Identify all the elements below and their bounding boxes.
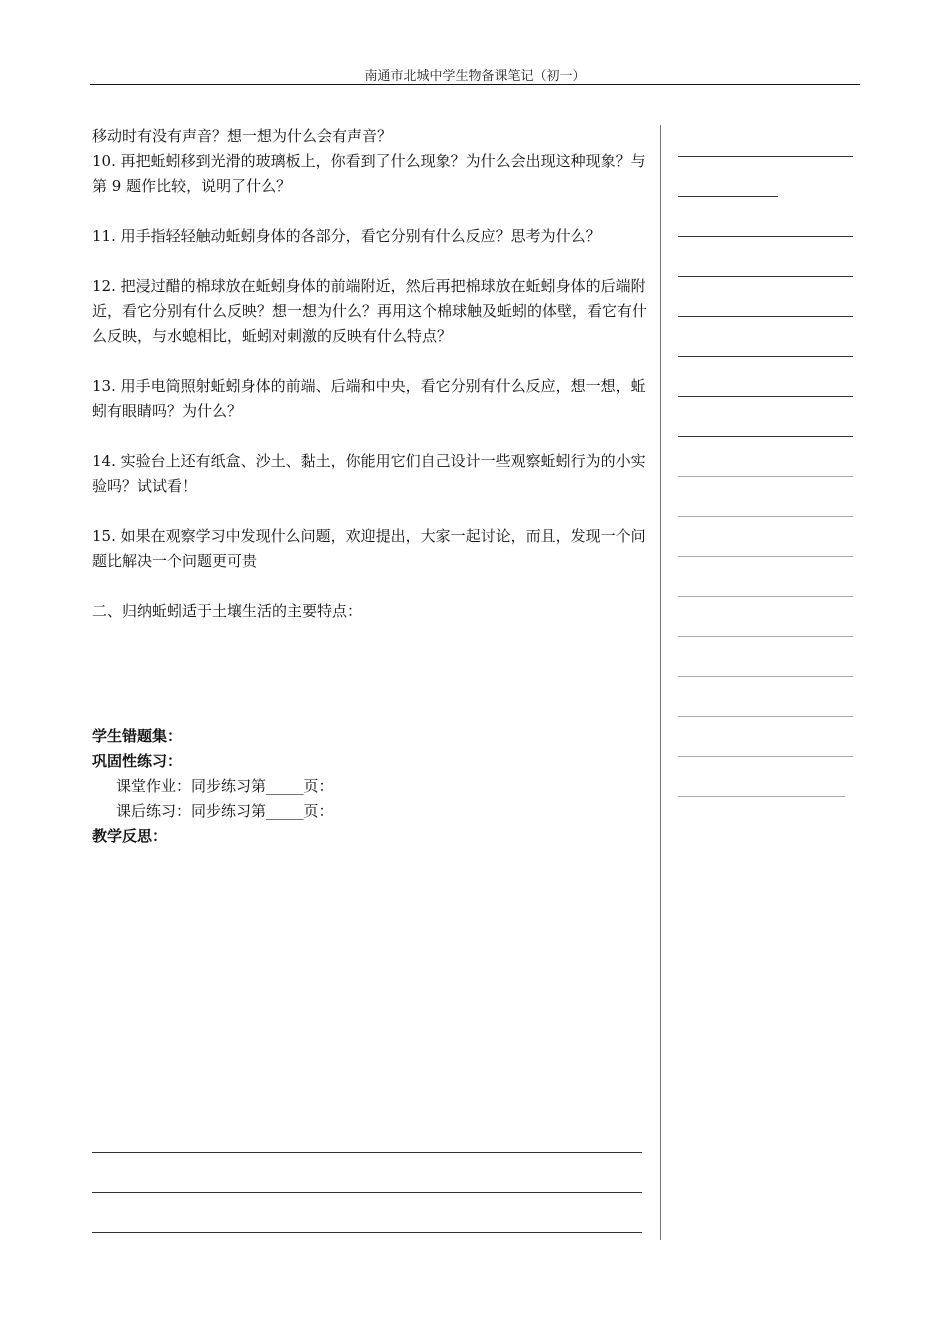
reflection-line [92, 1232, 642, 1233]
section-2-heading: 二、归纳蚯蚓适于土壤生活的主要特点： [92, 602, 363, 620]
classwork-line: 课堂作业：同步练习第_____页： [116, 777, 334, 795]
note-line [678, 236, 853, 237]
note-line [678, 356, 853, 357]
consolidation-heading: 巩固性练习： [92, 752, 183, 770]
question-14: 14. 实验台上还有纸盒、沙土、黏土，你能用它们自己设计一些观察蚯蚓行为的小实验吗？试试看！ [92, 452, 646, 495]
note-line [678, 196, 778, 197]
reflection-line [92, 1192, 642, 1193]
note-line [678, 796, 845, 797]
reflection-heading: 教学反思： [92, 827, 168, 845]
note-line [678, 396, 853, 397]
note-line [678, 476, 853, 477]
page-header-title: 南通市北城中学生物备课笔记（初一） [364, 69, 586, 84]
note-line [678, 716, 853, 717]
note-line [678, 156, 853, 157]
note-line [678, 316, 853, 317]
header-rule [90, 84, 860, 85]
question-12: 12. 把浸过醋的棉球放在蚯蚓身体的前端附近，然后再把棉球放在蚯蚓身体的后端附近，看它分别有什么反映？想一想为什么？再用这个棉球触及蚯蚓的体壁，看它有什么反映，与水螅相比，蚯蚓对刺激的反映有什么特点？ [92, 277, 648, 345]
question-11: 11. 用手指轻轻触动蚯蚓身体的各部分，看它分别有什么反应？思考为什么？ [92, 227, 601, 245]
wrong-questions-heading: 学生错题集： [92, 727, 183, 745]
note-line [678, 636, 853, 637]
question-13: 13. 用手电筒照射蚯蚓身体的前端、后端和中央，看它分别有什么反应，想一想，蚯蚓有眼睛吗？为什么？ [92, 377, 646, 420]
question-9-tail: 移动时有没有声音？想一想为什么会有声音？ [92, 127, 393, 145]
main-column [92, 124, 660, 849]
question-10: 10. 再把蚯蚓移到光滑的玻璃板上，你看到了什么现象？为什么会出现这种现象？与第 9 题作比较，说明了什么？ [92, 152, 646, 195]
note-line [678, 556, 853, 557]
column-divider [660, 125, 661, 1240]
note-line [678, 276, 853, 277]
note-line [678, 516, 853, 517]
question-15: 15. 如果在观察学习中发现什么问题，欢迎提出，大家一起讨论，而且，发现一个问题比解决一个问题更可贵 [92, 527, 646, 570]
reflection-line [92, 1152, 642, 1153]
note-line [678, 596, 853, 597]
note-line [678, 756, 853, 757]
note-line [678, 676, 853, 677]
note-line [678, 436, 853, 437]
homework-line: 课后练习：同步练习第_____页： [116, 802, 334, 820]
